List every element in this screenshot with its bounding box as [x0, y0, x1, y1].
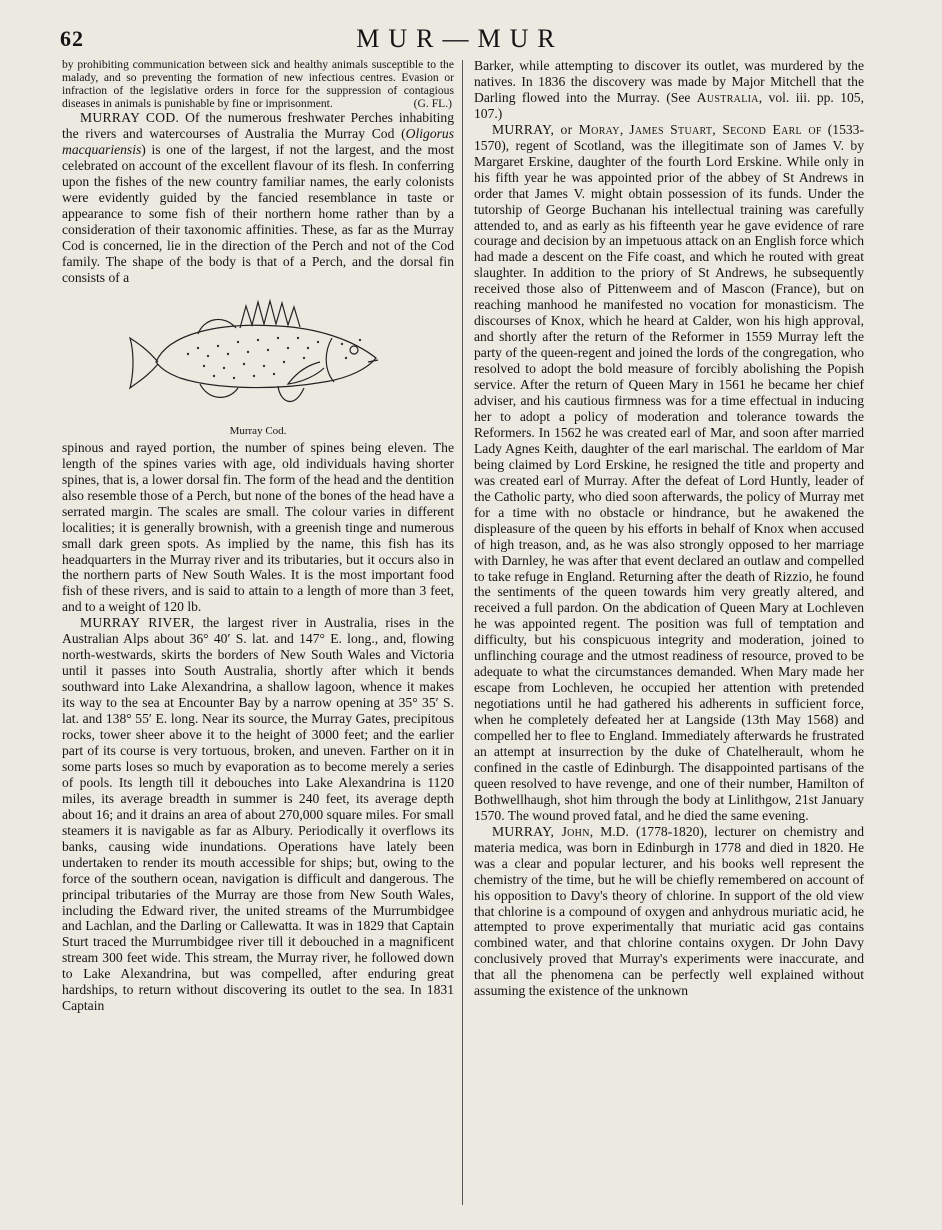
murray-river-text: the largest river in Australia, rises in the Australian Alps about 36° 40′ S. lat. and 147° E. long., and, flowing north-westwards, skirts the borders of New South Wales and Victoria until it passes into South Australia, shortly after which it bends southward into Lake Alexandrina, a shallow lagoon, whence it makes its way to the sea at Encounter Bay by a narrow opening at 35° 35′ S. lat. and 138° 55′ E. long. Near its source, the Murray Gates, precipitous rocks, tower sheer above it to the height of 3000 feet; and the earlier part of its course is very tortuous, broken, and uneven. Farther on it in some parts loses so much by evaporation as to become merely a series of pools. Its length till it debouches into Lake Alexandrina is 1120 miles, its average breadth in summer is 240 feet, its average depth about 16; and it drains an area of about 270,000 square miles. For small steamers it is navigable as far as Albury. Periodically it overflows its banks, causing wide inundations. Operations have lately been undertaken to render its mouth accessible for ships; but, owing to the force of the southern ocean, navigation is difficult and dangerous. The principal tributaries of the Murray are those from New South Wales, including the Edward river, the united streams of the Murrumbidgee and Lachlan, and the Darling or Callewatta. It was in 1829 that Captain Sturt traced the Murrumbidgee river till it debouched in a magnificent stream 300 feet wide. This stream, the Murray river, he followed down to Lake Alexandrina, but was compelled, after enduring great hardships, to return without discovering its outlet to the sea. In 1831 Captain: [62, 615, 454, 1014]
murray-cod-latin-name: Oligorus macquariensis: [62, 126, 454, 158]
murray-cod-article: [62, 110, 454, 285]
john-text: , M.D. (1778-1820), lecturer on chemistry and materia medica, was born in Edinburgh in 1778 and died in 1820. He was a clear and popular lecturer, and his books well represent the chemistry of the time, but he will be chiefly remembered on account of his opposition to Davy's theory of chlorine. In support of the old view that chlorine is a compound of oxygen and anhydrous muriatic acid, he attempted to prove experimentally that muriatic acid gas contains combined water, and that chlorine contains oxygen. Dr John Davy conclusively proved that Murray's experiments were inaccurate, and that all the phenomena can be perfectly well explained without assuming the existence of the unknown: [474, 823, 864, 999]
murray-cod-text-a: Of the numerous freshwater Perches inhabiting the rivers and watercourses of Australia the Murray Cod (: [62, 110, 454, 142]
figure-caption: Murray Cod.: [229, 424, 287, 437]
column-rule: [462, 60, 463, 1205]
page-header: [60, 22, 860, 58]
john-murray-article: [474, 824, 864, 999]
regent-name: James Stuart, Second Earl of: [629, 121, 822, 137]
murray-river-article: [62, 615, 454, 1014]
regent-murray-article: [474, 122, 864, 824]
john-headword-a: MURRAY,: [492, 823, 562, 839]
regent-text: (1533-1570), regent of Scotland, was the illegitimate son of James V. by Margaret Erskine, daughter of the fourth Lord Erskine. While only in his fifth year he was appointed prior of the abbey of St Andrews in order that James V. might obtain possession of its funds. Under the tutorship of George Buchanan his intellectual training was carefully attended to, and as early as his fifteenth year he gave evidence of rare courage and decision by an impetuous attack on an English force which had made a descent on the Fife coast, and which he routed with great slaughter. In addition to the priory of St Andrews, he subsequently received those also of Pittenweem and of Mascon (France), but on reaching manhood he manifested no vocation for monasticism. The discourses of Knox, which he heard at Calder, won his high approval, and shortly after the return of the Reformer in 1559 Murray left the party of the queen-regent and joined the lords of the congregation, who resolved to adopt the bold measure of forcibly abolishing the Popish service. After the return of Queen Mary in 1561 he became her chief adviser, and his cautious firmness was for a time effectual in inducing her to adopt a policy of moderation and tolerance towards the Reformers. In 1562 he was created earl of Mar, and soon after married Lady Agnes Keith, daughter of the earl marischal. The earldom of Mar being claimed by Lord Erskine, he resigned the title and property and was created earl of Murray. After the defeat of Lord Huntly, leader of the Catholic party, who died soon afterwards, the policy of Murray met for a time with no obstacle or hindrance, but he awakened the displeasure of the queen by his efforts in behalf of Knox when accused of high treason, and, as he was also strongly opposed to her marriage with Darnley, he was after that event declared an outlaw and compelled to take refuge in England. Returning after the death of Rizzio, he found the sentiments of the queen towards him very greatly altered, and received a full pardon. On the abdication of Queen Mary at Lochleven he was appointed regent. The position was full of temptation and difficulty, but his conspicuous integrity and moderation, joined to unflinching courage and the utmost readiness of resource, proved to be adequate to what the circumstances demanded. When Mary made her escape from Lochleven, he occupied her attention with pretended negotiations until he had gathered his adherents in sufficient force, when he completely defeated her at Langside (13th May 1568) and compelled her to flee to England. Immediately afterwards he frustrated an attempt at insurrection by the duke of Chatelherault, whom he confined in the castle of Edinburgh. The disappointed partisans of the queen resolved to have revenge, and one of their number, Hamilton of Bothwellhaugh, shot him through the body at Linlithgow, 21st January 1570. The wound proved fatal, and he died the same evening.: [474, 121, 864, 823]
murray-cod-illustration: [128, 292, 388, 424]
murray-cod-figure: [62, 292, 454, 438]
regent-headword-b: ,: [619, 121, 630, 137]
previous-article-tail: [62, 58, 454, 110]
murray-cod-text-b: ) is one of the largest, if not the largest, and the most celebrated on account of the excellent flavour of its flesh. In conferring upon the fishes of the new country familiar names, the early colonists were evidently guided by the fancied resemblance in taste or appearance to some fish of their northern home rather than by a consideration of their taxonomic affinities. These, as far as the Murray Cod is concerned, lie in the direction of the Perch and not of the Cod family. The shape of the body is that of a Perch, and the dorsal fin consists of a: [62, 142, 454, 285]
murray-river-article-cont: [474, 58, 864, 122]
regent-headword-a: MURRAY, or: [492, 121, 579, 137]
river-cont-text-b: , vol. iii. pp. 105, 107.): [474, 89, 864, 121]
running-head: MUR—MUR: [356, 24, 564, 53]
murray-river-headword: MURRAY RIVER,: [80, 615, 195, 631]
murray-cod-article-cont: spinous and rayed portion, the number of spines being eleven. The length of the spines varies with age, old individuals having shorter spines, that is, a lower dorsal fin. The form of the head and the dentition also resemble those of a Perch, but none of the bones of the head have a serrated margin. The scales are small. The colour varies in different localities; it is generally brownish, with a greenish tinge and numerous small dark green spots. As implied by the name, this fish has its headquarters in the Murray river and its tributaries, but it occurs also in the northern parts of New South Wales. It is the most important food fish of these rivers, and is said to attain to a length of more than 3 feet, and to a weight of 120 lb.: [62, 439, 454, 615]
page-number: 62: [60, 26, 84, 51]
author-signature: (G. FL.): [413, 97, 452, 111]
river-cont-text-a: Barker, while attempting to discover its outlet, was murdered by the natives. In 1836 the discovery was made by Major Mitchell that the Darling flowed into the Murray. (See: [474, 58, 864, 105]
left-column: [62, 58, 454, 1208]
john-name: John: [561, 823, 590, 839]
regent-moray: Moray: [578, 121, 620, 137]
cross-reference: Australia: [696, 89, 759, 105]
murray-cod-headword: MURRAY COD.: [80, 110, 180, 126]
right-column: [474, 58, 864, 1208]
previous-article-text: by prohibiting communication between sick and healthy animals susceptible to the malady, and so preventing the formation of new infectious centres. Evasion or infraction of the legislative orders in force for the suppression of contagious diseases in animals is punishable by fine or imprisonment.: [62, 58, 454, 111]
